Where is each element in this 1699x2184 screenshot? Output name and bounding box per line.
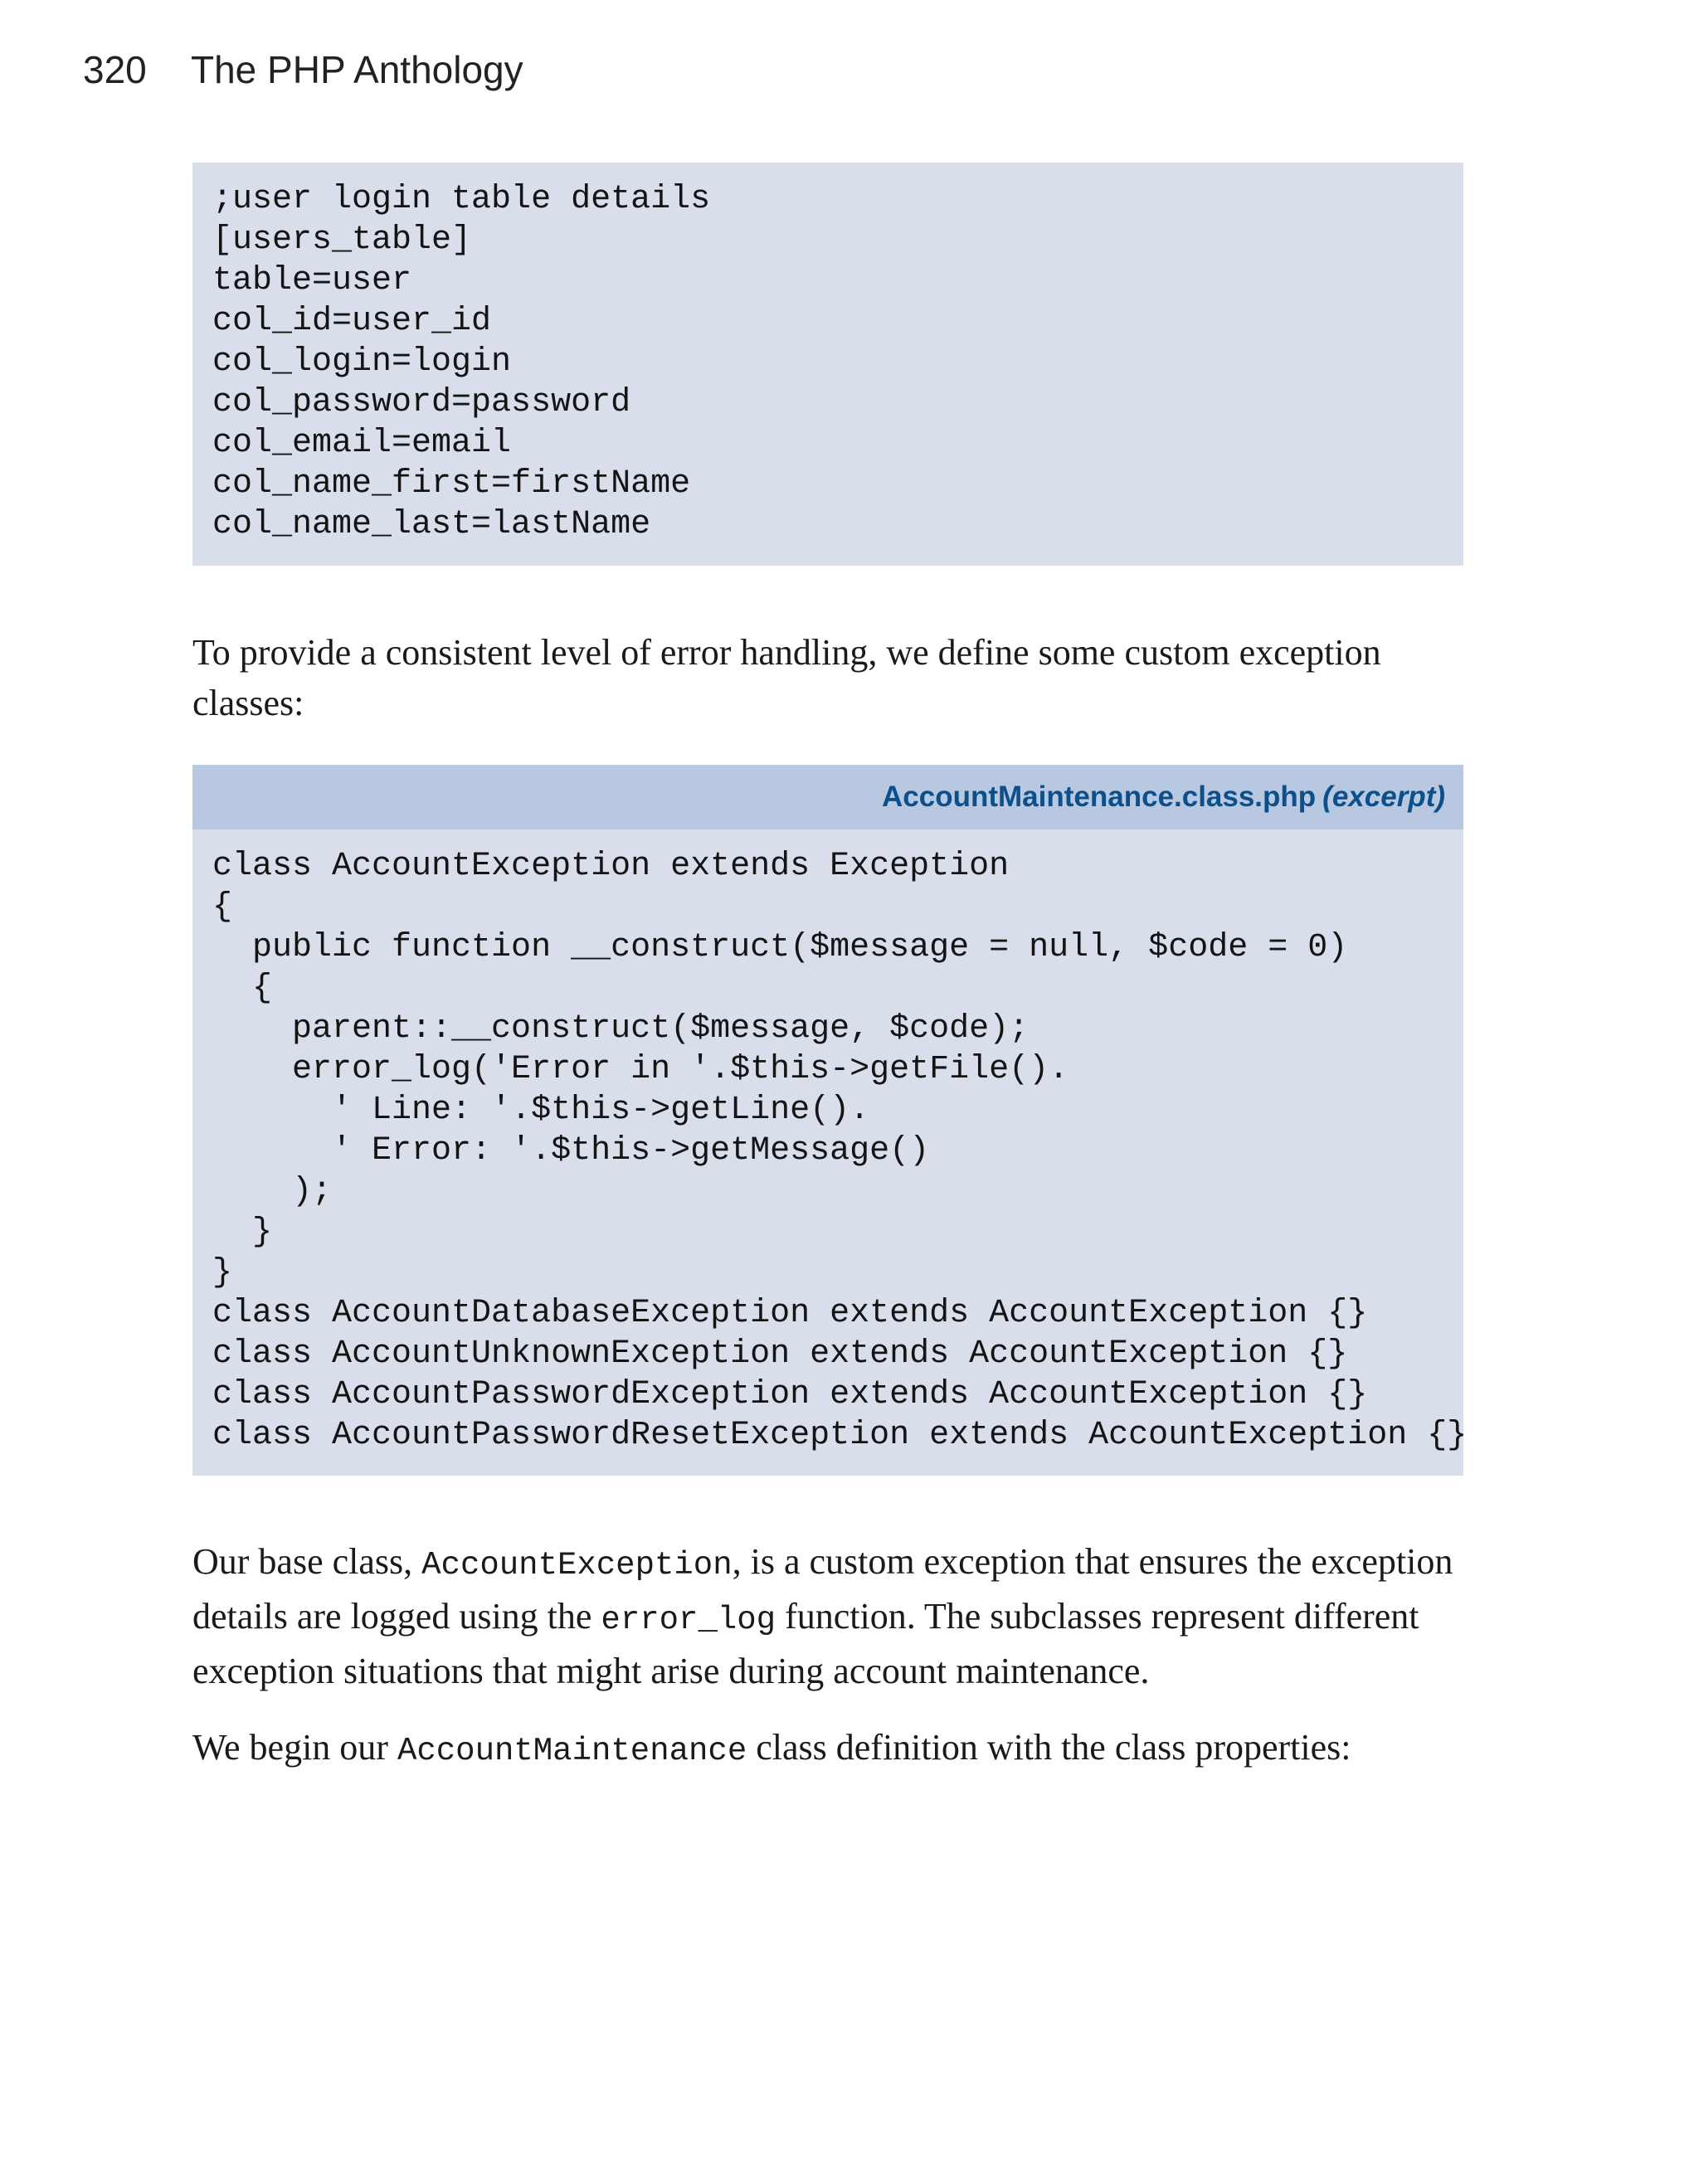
code-line: { — [212, 888, 233, 926]
code-line: ' Line: '.$this->getLine(). — [332, 1092, 870, 1129]
code-line: } — [212, 1254, 233, 1291]
code-line: col_name_first=firstName — [212, 465, 691, 503]
code-line: ;user login table details — [212, 181, 711, 218]
code-line: [users_table] — [212, 221, 472, 259]
code-caption-excerpt: (excerpt) — [1322, 781, 1445, 813]
code-line: class AccountDatabaseException extends AccountException {} — [212, 1295, 1368, 1332]
inline-code: AccountException — [421, 1547, 733, 1583]
php-code-listing — [192, 829, 1468, 1456]
php-code-block — [192, 765, 1468, 1476]
config-code-block — [192, 163, 1463, 566]
code-line: col_name_last=lastName — [212, 506, 651, 543]
code-line: class AccountException extends Exception — [212, 848, 1010, 885]
code-line: ); — [292, 1173, 333, 1210]
code-line: table=user — [212, 262, 412, 299]
paragraph-text: class definition with the class properties: — [747, 1727, 1351, 1768]
body-paragraph — [192, 1722, 1470, 1777]
code-line: parent::__construct($message, $code); — [292, 1010, 1030, 1048]
code-caption — [192, 765, 1463, 829]
inline-code: AccountMaintenance — [397, 1733, 747, 1769]
running-head — [83, 45, 523, 95]
code-line: col_id=user_id — [212, 303, 492, 340]
paragraph-text: We begin our — [192, 1727, 397, 1768]
book-title: The PHP Anthology — [191, 48, 523, 91]
code-line: col_login=login — [212, 343, 512, 381]
code-line: error_log('Error in '.$this->getFile(). — [292, 1051, 1069, 1088]
paragraph-text: , is a custom exception that ensures the exception details are logged using the — [192, 1541, 1453, 1637]
config-code-listing — [212, 179, 1463, 545]
code-line: public function __construct($message = null, $code = 0) — [252, 929, 1348, 966]
inline-code: error_log — [601, 1602, 776, 1638]
paragraph-text: function. The subclasses represent different exception situations that might arise during account maintenance. — [192, 1596, 1419, 1691]
code-line: class AccountUnknownException extends AccountException {} — [212, 1335, 1348, 1373]
body-paragraph: To provide a consistent level of error handling, we define some custom exception classes: — [192, 632, 1381, 723]
code-line: class AccountPasswordException extends AccountException {} — [212, 1376, 1368, 1413]
code-line: col_password=password — [212, 384, 631, 421]
code-line: ' Error: '.$this->getMessage() — [332, 1132, 930, 1170]
code-line: { — [252, 970, 273, 1007]
code-line: class AccountPasswordResetException extends AccountException {} — [212, 1417, 1468, 1454]
code-line: col_email=email — [212, 425, 512, 462]
code-caption-filename: AccountMaintenance.class.php — [882, 781, 1317, 813]
paragraph-text: Our base class, — [192, 1541, 422, 1582]
body-paragraph — [192, 1536, 1470, 1696]
code-line: } — [252, 1214, 273, 1251]
page-number: 320 — [83, 48, 147, 91]
